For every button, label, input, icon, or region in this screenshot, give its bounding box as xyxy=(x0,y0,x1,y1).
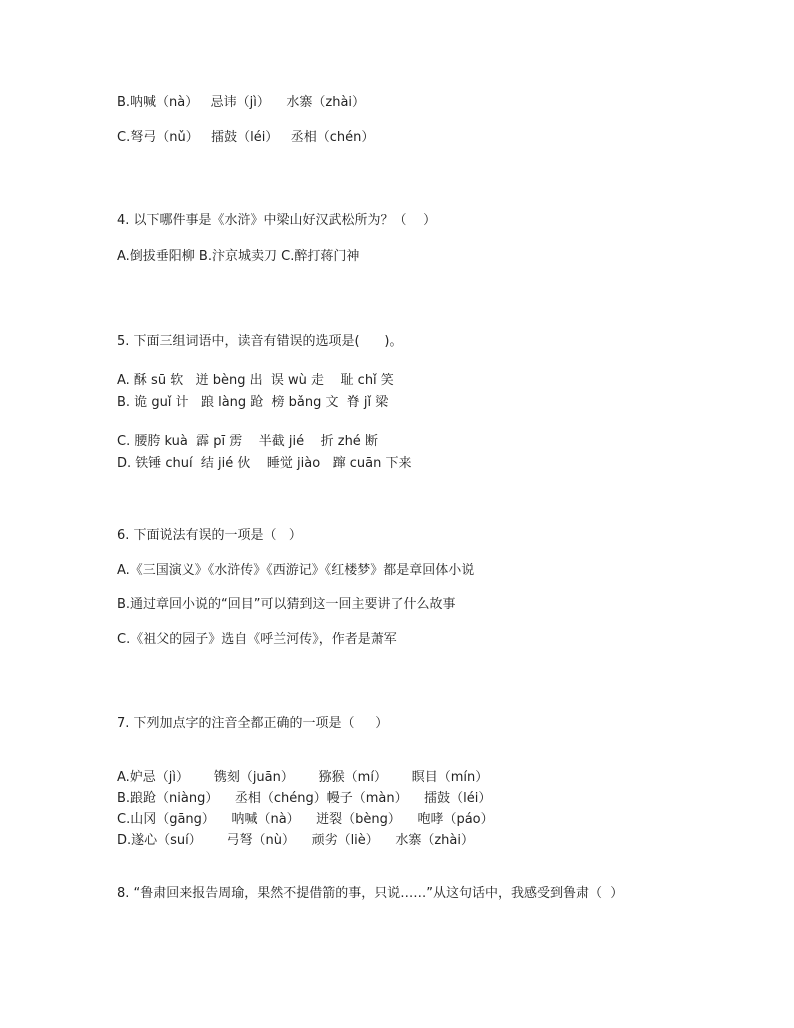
q7-question: 7. 下列加点字的注音全都正确的一项是（ ） xyxy=(117,716,389,731)
q5-option-d: D. 铁锤 chuí 结 jié 伙 睡觉 jiào 蹿 cuān 下来 xyxy=(117,456,412,471)
q5-question: 5. 下面三组词语中，读音有错误的选项是( )。 xyxy=(117,334,403,349)
q5-option-a: A. 酥 sū 软 迸 bèng 出 误 wù 走 耻 chǐ 笑 xyxy=(117,373,394,388)
q5-option-b: B. 诡 guǐ 计 踉 làng 跄 榜 bǎng 文 脊 jǐ 梁 xyxy=(117,395,389,410)
q6-question: 6. 下面说法有误的一项是（ ） xyxy=(117,528,302,543)
q7-option-b: B.踉跄（niàng） 丞相（chéng）幔子（màn） 擂鼓（léi） xyxy=(117,791,492,806)
q3-option-c: C.弩弓（nǔ） 擂鼓（léi） 丞相（chén） xyxy=(117,130,375,145)
q7-option-d: D.遂心（suí） 弓弩（nù） 顽劣（liè） 水寨（zhài） xyxy=(117,833,474,848)
q4-options: A.倒拔垂阳柳 B.汴京城卖刀 C.醉打蒋门神 xyxy=(117,249,360,264)
q6-option-c: C.《祖父的园子》选自《呼兰河传》，作者是萧军 xyxy=(117,632,397,647)
q7-option-a: A.妒忌（jì） 镌刻（juān） 猕猴（mí） 瞑目（mín） xyxy=(117,770,489,785)
q4-question: 4. 以下哪件事是《水浒》中梁山好汉武松所为？（ ） xyxy=(117,213,437,228)
q8-question: 8. “鲁肃回来报告周瑜，果然不提借箭的事，只说……”从这句话中，我感受到鲁肃（ ） xyxy=(117,886,624,901)
q3-option-b: B.呐喊（nà） 忌讳（jì） 水寨（zhài） xyxy=(117,95,366,110)
q6-option-b: B.通过章回小说的“回目”可以猜到这一回主要讲了什么故事 xyxy=(117,597,456,612)
q5-option-c: C. 腰胯 kuà 霹 pī 雳 半截 jié 折 zhé 断 xyxy=(117,434,378,449)
q7-option-c: C.山冈（gāng） 呐喊（nà） 迸裂（bèng） 咆哮（páo） xyxy=(117,812,494,827)
q6-option-a: A.《三国演义》《水浒传》《西游记》《红楼梦》都是章回体小说 xyxy=(117,563,475,578)
